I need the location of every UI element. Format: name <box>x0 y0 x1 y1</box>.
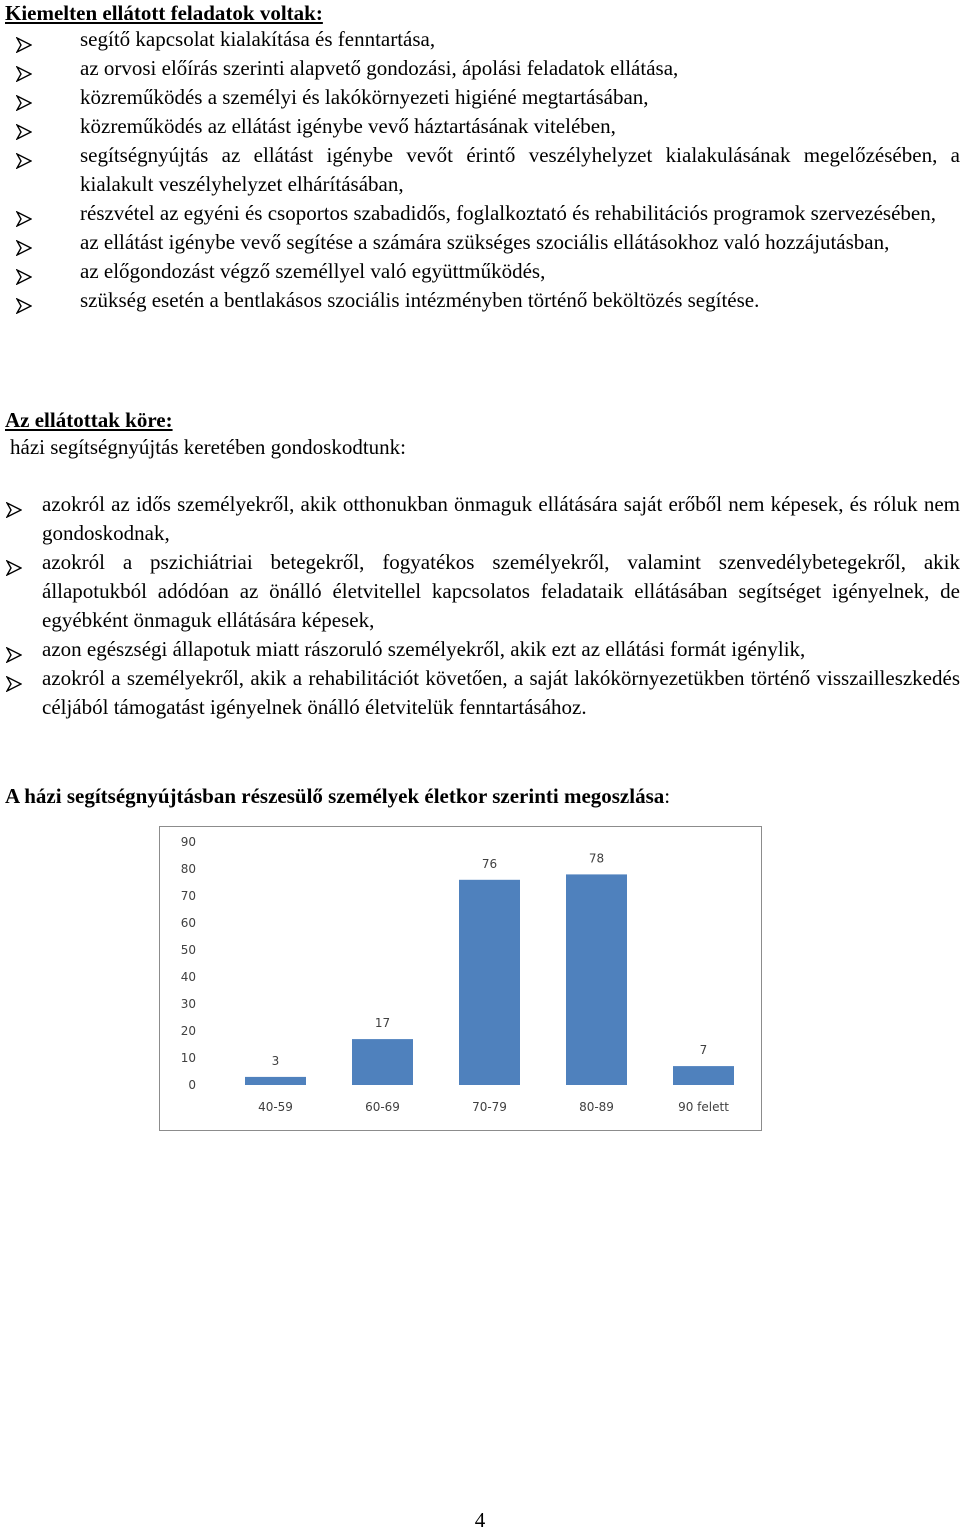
task-item <box>80 257 960 286</box>
task-item <box>80 199 960 228</box>
data-label: 76 <box>481 856 498 871</box>
page-number: 4 <box>474 1508 486 1532</box>
chart-title <box>5 783 670 809</box>
recipient-item <box>42 635 960 664</box>
recipient-item-text: azokról a pszichiátriai betegekről, fogyatékos személyekről, valamint szenvedélybetegekről, akik állapotukból adódóan az önálló életvitellel kapcsolatos feladataik ellátásában segítséget igényelnek, de egyébként önmaguk ellátására képesek, <box>42 550 960 632</box>
arrow-bullet-icon <box>16 235 32 251</box>
arrow-bullet-icon <box>6 555 22 571</box>
y-tick-label: 40 <box>180 970 196 984</box>
bar <box>352 1039 413 1085</box>
data-label: 78 <box>588 851 605 866</box>
arrow-bullet-icon <box>16 61 32 77</box>
bar <box>673 1066 734 1085</box>
chart-canvas <box>160 827 761 1130</box>
task-item-text: közreműködés a személyi és lakókörnyezeti higiéné megtartásában, <box>80 85 649 109</box>
arrow-bullet-icon <box>6 671 22 687</box>
y-tick-label: 30 <box>180 997 196 1011</box>
task-item-text: az előgondozást végző személlyel való együttműködés, <box>80 259 546 283</box>
task-item <box>80 228 960 257</box>
task-item <box>80 25 960 54</box>
y-tick-label: 80 <box>180 862 196 876</box>
arrow-bullet-icon <box>16 119 32 135</box>
task-item-text: segítségnyújtás az ellátást igénybe vevőt érintő veszélyhelyzet kialakulásának megelőzésében, a kialakult veszélyhelyzet elhárításában, <box>80 143 960 196</box>
x-tick-label: 70-79 <box>472 1100 507 1114</box>
arrow-bullet-icon <box>16 293 32 309</box>
y-tick-label: 10 <box>180 1051 196 1065</box>
recipients-intro: házi segítségnyújtás keretében gondoskodtunk: <box>10 435 406 459</box>
data-label: 7 <box>699 1043 708 1058</box>
recipient-item-text: azokról a személyekről, akik a rehabilitációt követően, a saját lakókörnyezetükben történő visszailleszkedés céljából támogatást igényelnek önálló életvitelük fenntartásához. <box>42 666 960 719</box>
section-heading-recipients: Az ellátottak köre: <box>5 408 173 432</box>
arrow-bullet-icon <box>16 206 32 222</box>
bar <box>566 874 627 1085</box>
y-tick-label: 60 <box>180 916 196 930</box>
task-item-text: közreműködés az ellátást igénybe vevő háztartásának vitelében, <box>80 114 616 138</box>
y-tick-label: 70 <box>180 889 196 903</box>
recipient-item-text: azon egészségi állapotuk miatt rászoruló személyekről, akik ezt az ellátási formát igénylik, <box>42 637 806 661</box>
arrow-bullet-icon <box>16 90 32 106</box>
y-tick-label: 90 <box>180 835 196 849</box>
task-item <box>80 83 960 112</box>
task-item <box>80 286 960 315</box>
task-item <box>80 141 960 199</box>
recipient-item <box>42 490 960 548</box>
bar <box>459 880 520 1085</box>
bar <box>245 1077 306 1085</box>
data-label: 3 <box>271 1053 280 1068</box>
task-item-text: az orvosi előírás szerinti alapvető gondozási, ápolási feladatok ellátása, <box>80 56 679 80</box>
y-tick-label: 0 <box>188 1078 196 1092</box>
tasks-list <box>80 25 960 315</box>
task-item <box>80 112 960 141</box>
arrow-bullet-icon <box>6 642 22 658</box>
recipients-list <box>42 490 960 722</box>
recipient-item <box>42 664 960 722</box>
x-tick-label: 40-59 <box>258 1100 293 1114</box>
task-item <box>80 54 960 83</box>
age-distribution-chart <box>159 826 762 1131</box>
arrow-bullet-icon <box>16 148 32 164</box>
y-tick-label: 50 <box>180 943 196 957</box>
task-item-text: szükség esetén a bentlakásos szociális intézményben történő beköltözés segítése. <box>80 288 760 312</box>
section-heading-tasks: Kiemelten ellátott feladatok voltak: <box>5 1 323 25</box>
arrow-bullet-icon <box>16 264 32 280</box>
arrow-bullet-icon <box>6 497 22 513</box>
x-tick-label: 80-89 <box>579 1100 614 1114</box>
data-label: 17 <box>374 1016 391 1031</box>
task-item-text: részvétel az egyéni és csoportos szabadidős, foglalkoztató és rehabilitációs programok szervezésében, <box>80 201 936 225</box>
recipient-item-text: azokról az idős személyekről, akik otthonukban önmaguk ellátására saját erőből nem képesek, és róluk nem gondoskodnak, <box>42 492 960 545</box>
arrow-bullet-icon <box>16 32 32 48</box>
task-item-text: segítő kapcsolat kialakítása és fenntartása, <box>80 27 436 51</box>
recipient-item <box>42 548 960 635</box>
chart-title-colon: : <box>664 784 671 808</box>
task-item-text: az ellátást igénybe vevő segítése a számára szükséges szociális ellátásokhoz való hozzájutásban, <box>80 230 890 254</box>
y-tick-label: 20 <box>180 1024 196 1038</box>
x-tick-label: 60-69 <box>365 1100 400 1114</box>
chart-title-text: A házi segítségnyújtásban részesülő személyek életkor szerinti megoszlása <box>5 784 665 808</box>
x-tick-label: 90 felett <box>678 1100 729 1114</box>
